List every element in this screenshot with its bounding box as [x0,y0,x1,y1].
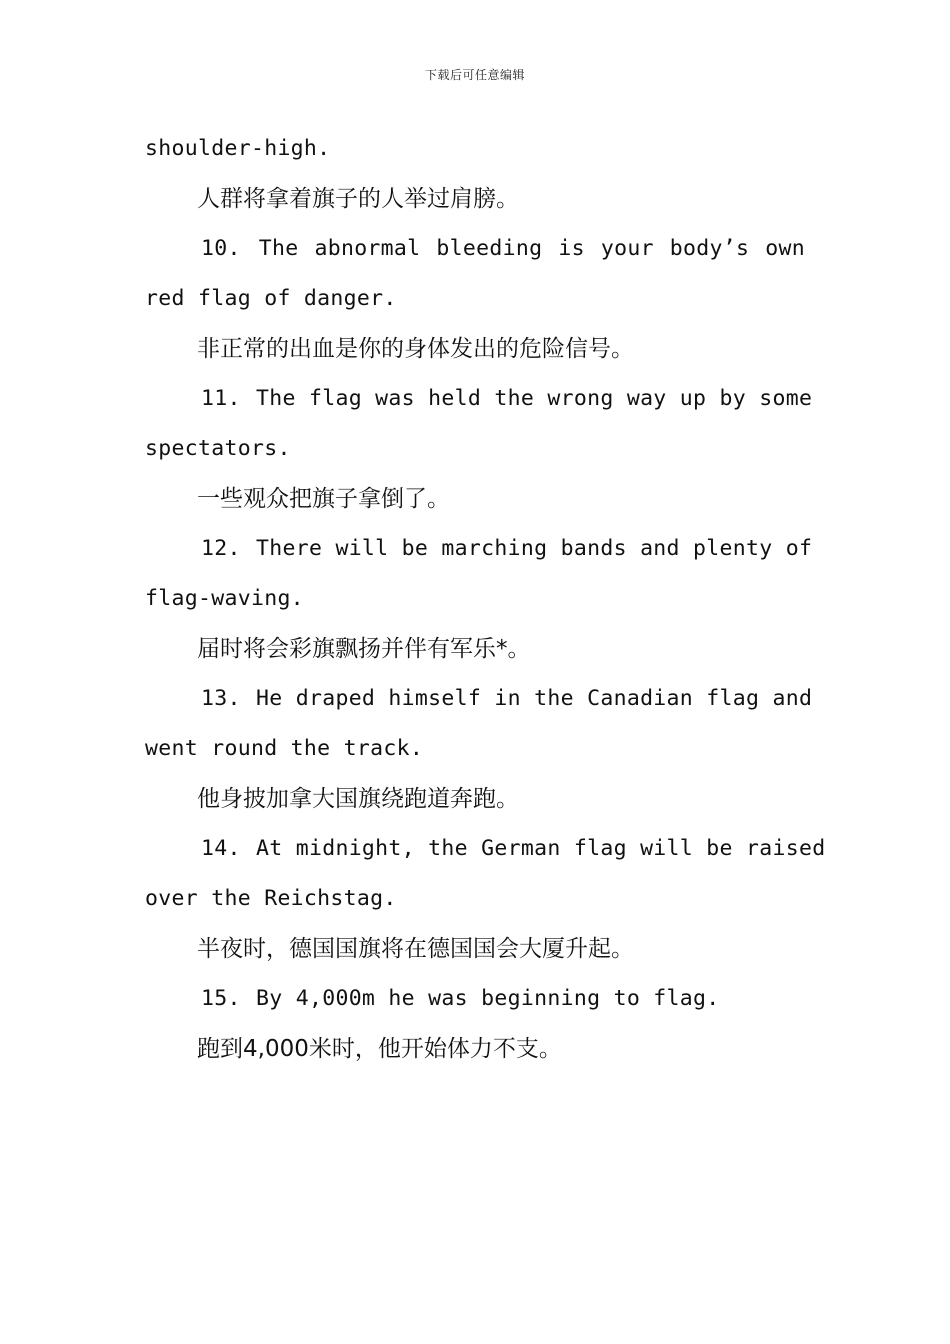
sentence-12-line-1 [145,524,813,574]
chinese-translation: 一些观众把旗子拿倒了。 [197,486,450,512]
chinese-translation: 届时将会彩旗飘扬并伴有军乐*。 [197,636,531,662]
sentence-number: 12. [201,536,241,561]
sentence-12-line-2: flag-waving. [145,586,304,611]
sentence-number: 14. [201,836,241,861]
sentence-14-line-2: over the Reichstag. [145,886,397,911]
page-header: 下载后可任意编辑 [424,68,525,82]
english-text: The abnormal bleeding is your body’s own [258,236,805,261]
chinese-translation: 他身披加拿大国旗绕跑道奔跑。 [197,786,519,812]
document-body [145,124,826,1074]
sentence-15-line-1 [145,974,805,1024]
sentence-number: 10. [201,236,241,261]
chinese-translation: 跑到4,000米时，他开始体力不支。 [197,1036,562,1062]
sentence-13-line-2: went round the track. [145,736,424,761]
english-line: shoulder-high. [145,136,331,161]
chinese-translation: 半夜时，德国国旗将在德国国会大厦升起。 [197,936,634,962]
english-text: By 4,000m he was beginning to flag. [255,986,720,1011]
sentence-number: 15. [201,986,241,1011]
english-text: The flag was held the wrong way up by some [255,386,813,411]
sentence-11-line-2: spectators. [145,436,291,461]
english-text: At midnight, the German flag will be raised [255,836,826,861]
sentence-number: 11. [201,386,241,411]
sentence-10-line-1 [145,224,805,274]
chinese-translation: 非正常的出血是你的身体发出的危险信号。 [197,336,634,362]
sentence-14-line-1 [145,824,826,874]
sentence-13-line-1 [145,674,813,724]
sentence-11-line-1 [145,374,813,424]
sentence-number: 13. [201,686,241,711]
english-text: He draped himself in the Canadian flag and [255,686,813,711]
sentence-10-line-2: red flag of danger. [145,286,397,311]
chinese-translation: 人群将拿着旗子的人举过肩膀。 [197,186,519,212]
english-text: There will be marching bands and plenty of [255,536,813,561]
